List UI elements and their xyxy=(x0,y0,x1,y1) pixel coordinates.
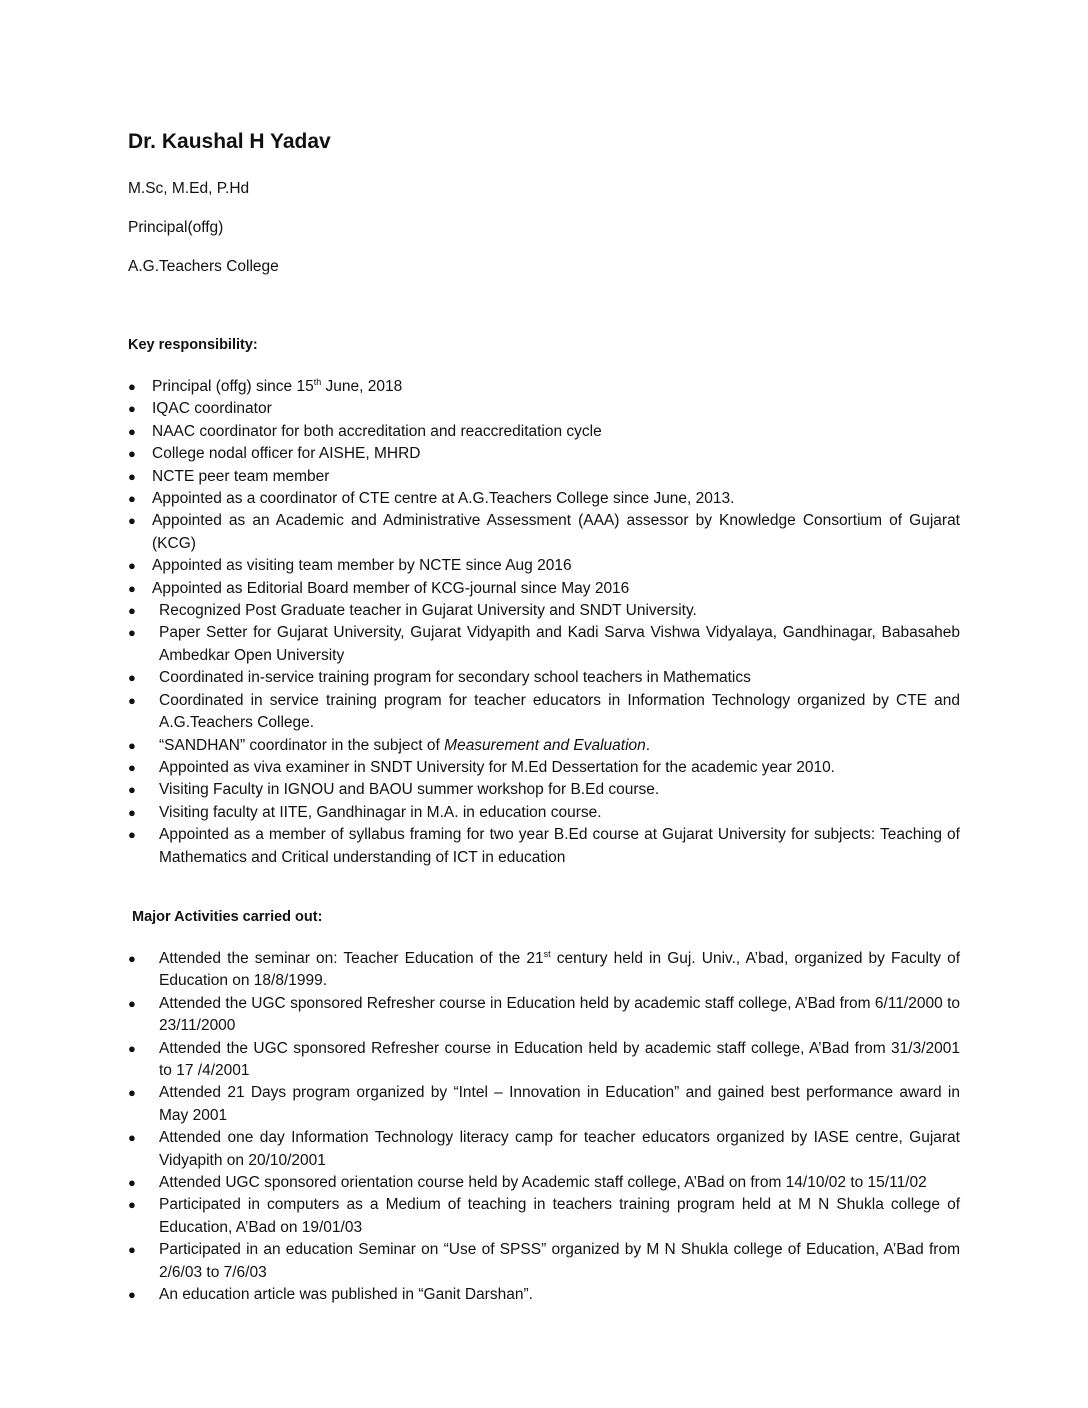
position: Principal(offg) xyxy=(128,219,224,236)
bullet-icon: ● xyxy=(128,558,136,574)
list-item xyxy=(128,948,960,993)
bullet-icon: ● xyxy=(128,1130,136,1146)
responsibilities-list xyxy=(128,376,960,869)
list-item xyxy=(128,1082,960,1127)
list-item-text: Appointed as an Academic and Administrative Assessment (AAA) assessor by Knowledge Consortium of Gujarat (KCG) xyxy=(152,512,960,552)
bullet-icon: ● xyxy=(128,692,136,708)
list-item-text: Paper Setter for Gujarat University, Gujarat Vidyapith and Kadi Sarva Vishwa Vidyalaya, Gandhinagar, Babasaheb Ambedkar Open University xyxy=(159,624,960,664)
list-item xyxy=(128,488,960,510)
bullet-icon: ● xyxy=(128,423,136,439)
list-item-text: Participated in computers as a Medium of teaching in teachers training program held at M N Shukla college of Education, A’Bad on 19/01/03 xyxy=(159,1196,960,1236)
list-item-text: Attended one day Information Technology literacy camp for teacher educators organized by IASE centre, Gujarat Vidyapith on 20/10/2001 xyxy=(159,1129,960,1169)
list-item-text: Participated in an education Seminar on “Use of SPSS” organized by M N Shukla college of Education, A’Bad from 2/6/03 to 7/6/03 xyxy=(159,1241,960,1281)
activities-list xyxy=(128,948,960,1307)
list-item-text: Attended UGC sponsored orientation course held by Academic staff college, A’Bad on from 14/10/02 to 15/11/02 xyxy=(159,1174,927,1192)
bullet-icon: ● xyxy=(128,1085,136,1101)
bullet-icon: ● xyxy=(128,804,136,820)
bullet-icon: ● xyxy=(128,995,136,1011)
bullet-icon: ● xyxy=(128,491,136,507)
bullet-icon: ● xyxy=(128,1175,136,1191)
list-item-text: Visiting faculty at IITE, Gandhinagar in M.A. in education course. xyxy=(159,803,602,821)
bullet-icon: ● xyxy=(128,625,136,641)
bullet-icon: ● xyxy=(128,446,136,462)
list-item xyxy=(128,510,960,555)
list-item-text: Appointed as a member of syllabus framing for two year B.Ed course at Gujarat University for subjects: Teaching of Mathematics and Critical understanding of ICT in education xyxy=(159,826,960,866)
list-item-text: Attended the UGC sponsored Refresher course in Education held by academic staff college, A’Bad from 6/11/2000 to 23/11/2000 xyxy=(159,994,960,1035)
list-item-text: Coordinated in service training program for teacher educators in Information Technology organized by CTE and A.G.Teachers College. xyxy=(159,691,960,732)
list-item xyxy=(128,600,960,622)
bullet-icon: ● xyxy=(128,1040,136,1056)
list-item xyxy=(128,376,960,398)
bullet-icon: ● xyxy=(128,1287,136,1303)
bullet-icon: ● xyxy=(128,951,136,966)
bullet-icon: ● xyxy=(128,580,136,596)
section-heading-activities: Major Activities carried out: xyxy=(132,909,323,925)
list-item-text: Attended the UGC sponsored Refresher course in Education held by academic staff college, A’Bad from 31/3/2001 to 17 /4/2001 xyxy=(159,1039,960,1080)
bullet-icon: ● xyxy=(128,401,136,417)
list-item-text: IQAC coordinator xyxy=(152,400,272,418)
list-item xyxy=(128,578,960,600)
list-item-text: Visiting Faculty in IGNOU and BAOU summer workshop for B.Ed course. xyxy=(159,781,660,799)
list-item-text: Appointed as visiting team member by NCTE since Aug 2016 xyxy=(152,557,572,575)
bullet-icon: ● xyxy=(128,782,136,798)
bullet-icon: ● xyxy=(128,737,136,753)
person-name: Dr. Kaushal H Yadav xyxy=(128,130,331,153)
bullet-icon: ● xyxy=(128,670,136,686)
list-item xyxy=(128,555,960,577)
bullet-icon: ● xyxy=(128,513,136,529)
list-item-text: An education article was published in “Ganit Darshan”. xyxy=(159,1286,533,1304)
list-item xyxy=(128,757,960,779)
institution: A.G.Teachers College xyxy=(128,258,279,275)
list-item xyxy=(128,1172,960,1194)
list-item xyxy=(128,824,960,869)
list-item xyxy=(128,779,960,801)
list-item-text: NAAC coordinator for both accreditation and reaccreditation cycle xyxy=(152,422,602,440)
list-item xyxy=(128,667,960,689)
list-item xyxy=(128,1127,960,1172)
list-item xyxy=(128,1284,960,1306)
section-heading-responsibilities: Key responsibility: xyxy=(128,337,258,353)
list-item xyxy=(128,443,960,465)
degrees: M.Sc, M.Ed, P.Hd xyxy=(128,180,250,197)
list-item-text: “SANDHAN” coordinator in the subject of Measurement and Evaluation. xyxy=(159,736,651,754)
list-item-text: Principal (offg) since 15th June, 2018 xyxy=(152,376,403,395)
list-item xyxy=(128,622,960,667)
list-item-text: College nodal officer for AISHE, MHRD xyxy=(152,445,421,463)
list-item-text: NCTE peer team member xyxy=(152,467,330,485)
list-item xyxy=(128,690,960,735)
list-item-text: Appointed as a coordinator of CTE centre at A.G.Teachers College since June, 2013. xyxy=(152,490,735,508)
list-item xyxy=(128,993,960,1038)
list-item xyxy=(128,1194,960,1239)
bullet-icon: ● xyxy=(128,379,136,394)
list-item-text: Recognized Post Graduate teacher in Gujarat University and SNDT University. xyxy=(159,602,697,620)
list-item-text: Appointed as viva examiner in SNDT University for M.Ed Dessertation for the academic year 2010. xyxy=(159,758,835,776)
bullet-icon: ● xyxy=(128,1197,136,1213)
list-item-text: Attended the seminar on: Teacher Education of the 21st century held in Guj. Univ., A’bad, organized by Faculty of Education on 18/8/1999. xyxy=(159,948,961,990)
list-item-text: Appointed as Editorial Board member of KCG-journal since May 2016 xyxy=(152,579,630,597)
list-item xyxy=(128,421,960,443)
list-item-text: Attended 21 Days program organized by “Intel – Innovation in Education” and gained best performance award in May 2001 xyxy=(159,1084,960,1124)
list-item xyxy=(128,802,960,824)
bullet-icon: ● xyxy=(128,468,136,484)
bullet-icon: ● xyxy=(128,827,136,843)
list-item xyxy=(128,1038,960,1083)
list-item xyxy=(128,466,960,488)
bullet-icon: ● xyxy=(128,1242,136,1258)
list-item xyxy=(128,1239,960,1284)
list-item-text: Coordinated in-service training program for secondary school teachers in Mathematics xyxy=(159,669,751,687)
bullet-icon: ● xyxy=(128,603,136,619)
bullet-icon: ● xyxy=(128,759,136,775)
list-item xyxy=(128,398,960,420)
list-item xyxy=(128,735,960,757)
